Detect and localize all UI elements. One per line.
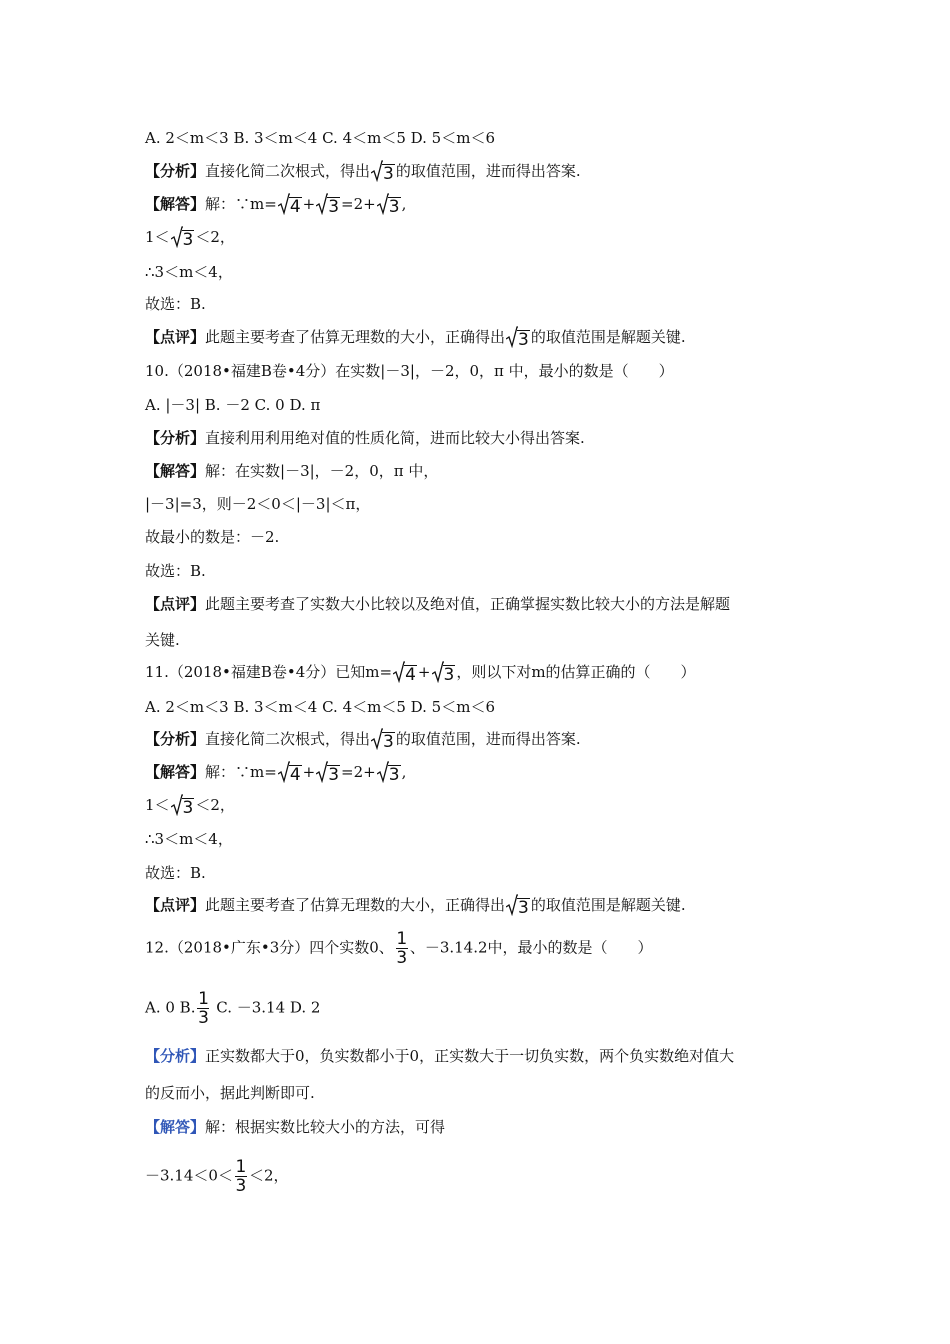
sqrt-4: 4 [393, 665, 417, 685]
q10-choice: 故选：B. [145, 562, 206, 580]
q11-options: A. 2＜m＜3 B. 3＜m＜4 C. 4＜m＜5 D. 5＜m＜6 [145, 698, 495, 716]
q9-comment: 【点评】此题主要考查了估算无理数的大小，正确得出 3 的取值范围是解题关键. [145, 328, 686, 350]
q12-inequality: －3.14＜0＜ $\frac{1}{3}$ ＜2， [145, 1157, 289, 1196]
comment-tag: 【点评】 [145, 328, 206, 346]
q9-inequality: 1＜ 3 ＜2， [145, 228, 235, 250]
analysis-tag: 【分析】 [145, 162, 206, 180]
sqrt-3: 3 [371, 164, 395, 184]
q10-solution: 【解答】解：在实数|－3|，－2，0，π 中， [145, 462, 439, 480]
q11-analysis: 【分析】直接化简二次根式，得出 3 的取值范围，进而得出答案. [145, 730, 581, 752]
q10-analysis: 【分析】直接利用利用绝对值的性质化简，进而比较大小得出答案. [145, 429, 585, 447]
sqrt-3: 3 [316, 765, 340, 785]
fraction-one-third: $\frac{1}{3}$ [198, 989, 209, 1028]
q11-choice: 故选：B. [145, 864, 206, 882]
sqrt-3: 3 [506, 330, 530, 350]
q10-comment: 【点评】此题主要考查了实数大小比较以及绝对值，正确掌握实数比较大小的方法是解题 [145, 595, 731, 613]
sqrt-3: 3 [506, 898, 530, 918]
q9-therefore: ∴3＜m＜4， [145, 263, 233, 281]
q10-solution-2: |－3|=3，则－2＜0＜|－3|＜π， [145, 495, 371, 513]
sqrt-3: 3 [316, 197, 340, 217]
q11-comment: 【点评】此题主要考查了估算无理数的大小，正确得出 3 的取值范围是解题关键. [145, 896, 686, 918]
q12-solution: 【解答】解：根据实数比较大小的方法，可得 [145, 1118, 446, 1136]
fraction-one-third: $\frac{1}{3}$ [396, 929, 408, 968]
sqrt-3: 3 [171, 798, 195, 818]
q12-analysis-2: 的反而小，据此判断即可. [145, 1084, 315, 1102]
sqrt-3: 3 [377, 197, 401, 217]
q10-stem: 10.（2018•福建B卷•4分）在实数|－3|，－2，0，π 中，最小的数是（ ） [145, 362, 674, 380]
sqrt-3: 3 [171, 230, 195, 250]
q11-solution: 【解答】解：∵m= 4 + 3 =2+ 3 , [145, 763, 407, 785]
q11-therefore: ∴3＜m＜4， [145, 830, 233, 848]
q10-comment-2: 关键. [145, 631, 180, 649]
q11-stem: 11.（2018•福建B卷•4分）已知m= 4 + 3 ，则以下对m的估算正确的（ ） [145, 663, 696, 685]
sqrt-3: 3 [377, 765, 401, 785]
q9-choice: 故选：B. [145, 295, 206, 313]
q12-stem: 12.（2018•广东•3分）四个实数0、 $\frac{1}{3}$ 、－3.14.2中，最小的数是（ ） [145, 929, 653, 968]
sqrt-4: 4 [278, 197, 302, 217]
q9-options: A. 2＜m＜3 B. 3＜m＜4 C. 4＜m＜5 D. 5＜m＜6 [145, 129, 495, 147]
q12-analysis: 【分析】正实数都大于0，负实数都小于0，正实数大于一切负实数，两个负实数绝对值大 [145, 1047, 735, 1065]
solution-tag: 【解答】 [145, 195, 206, 213]
q10-options: A. |－3| B. －2 C. 0 D. π [145, 396, 321, 414]
q12-options: A. 0 B. $\frac{1}{3}$ C. －3.14 D. 2 [145, 989, 321, 1028]
sqrt-4: 4 [278, 765, 302, 785]
q11-inequality: 1＜ 3 ＜2， [145, 796, 235, 818]
sqrt-3: 3 [371, 732, 395, 752]
fraction-one-third: $\frac{1}{3}$ [235, 1157, 247, 1196]
q9-solution: 【解答】解：∵m= 4 + 3 =2+ 3 , [145, 195, 407, 217]
sqrt-3: 3 [432, 665, 456, 685]
q10-solution-3: 故最小的数是：－2. [145, 528, 280, 546]
q9-analysis: 【分析】直接化简二次根式，得出 3 的取值范围，进而得出答案. [145, 162, 581, 184]
